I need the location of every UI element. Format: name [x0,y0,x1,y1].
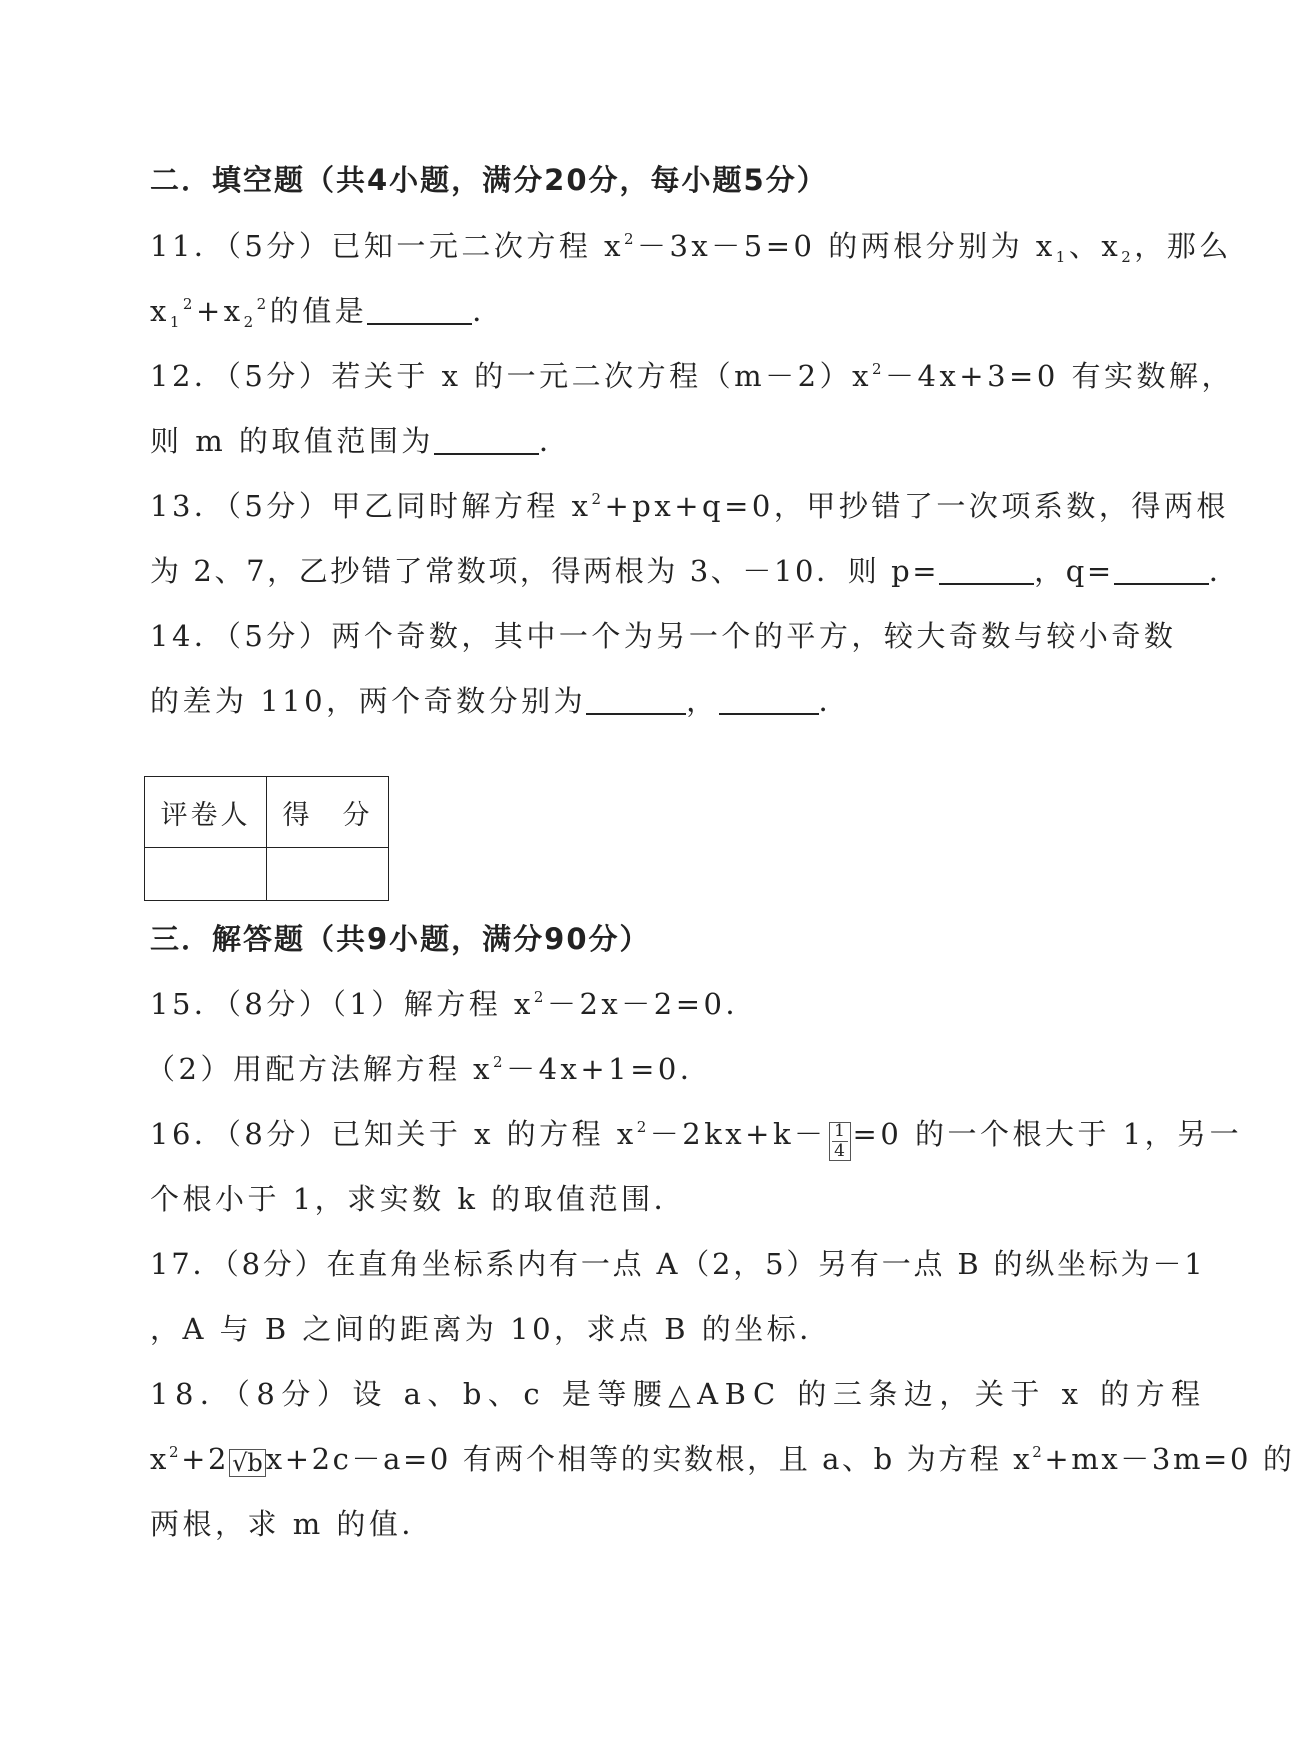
text: 为 2、7，乙抄错了常数项，得两根为 3、－10．则 p= [150,554,940,588]
text: 12．（5分）若关于 x 的一元二次方程（m－2）x [150,359,872,393]
section-heading-solve: 三．解答题（共9小题，满分90分） [150,922,651,956]
question-16-line-2: 个根小于 1，求实数 k 的取值范围． [150,1182,687,1216]
question-12-line-1 [150,356,1234,396]
score-label: 得 分 [267,777,389,848]
text: x+2c－a=0 有两个相等的实数根，且 a、b 为方程 x [265,1442,1033,1476]
reviewer-label: 评卷人 [145,777,267,848]
question-18-line-3: 两根，求 m 的值． [150,1507,434,1541]
question-13-line-2 [150,551,1240,591]
text: x [150,1442,169,1476]
superscript: 2 [493,1053,507,1071]
superscript: 2 [591,490,605,508]
text: ， [686,684,719,718]
text: 、x [1068,229,1122,263]
superscript: 2 [168,1443,182,1461]
text: ． [1208,554,1241,588]
square-root-b: √b [229,1449,266,1477]
text: －3x－5=0 的两根分别为 x [636,229,1056,263]
score-cell[interactable] [267,848,389,901]
text: +mx－3m=0 的 [1044,1442,1294,1476]
answer-blank-p[interactable] [939,555,1034,585]
question-15-line-1 [150,984,758,1024]
superscript: 2 [871,360,885,378]
question-14-line-1: 14．（5分）两个奇数，其中一个为另一个的平方，较大奇数与较小奇数 [150,619,1177,653]
question-18-line-2 [150,1439,1294,1479]
superscript: 2 [623,230,637,248]
fraction-numerator: 1 [834,1121,845,1141]
question-17-line-2: ，A 与 B 之间的距离为 10，求点 B 的坐标． [150,1312,832,1346]
text: +px+q=0，甲抄错了一次项系数，得两根 [604,489,1229,523]
text: ，q= [1034,554,1114,588]
text: ，那么 [1134,229,1232,263]
text: =0 的一个根大于 1，另一 [852,1117,1243,1151]
text: +2 [181,1442,230,1476]
question-16-line-1 [150,1114,1242,1161]
text: 11．（5分）已知一元二次方程 x [150,229,624,263]
question-14-line-2 [150,681,851,721]
answer-blank[interactable] [434,425,539,455]
text: －4x+3=0 有实数解， [885,359,1235,393]
subscript: 2 [1121,248,1135,266]
fraction-one-quarter [829,1122,851,1161]
question-15-line-2 [146,1049,712,1089]
score-table [144,776,389,901]
section-heading-fill-in: 二．填空题（共4小题，满分20分，每小题5分） [150,163,828,197]
question-17-line-1: 17．（8分）在直角坐标系内有一点 A（2，5）另有一点 B 的纵坐标为－1 [150,1247,1206,1281]
text: ． [818,684,852,718]
question-13-line-1 [150,486,1229,526]
question-11-line-2 [150,291,505,331]
text: 则 m 的取值范围为 [150,424,434,458]
superscript: 2 [533,988,547,1006]
superscript: 2 [182,295,196,313]
superscript: 2 [256,295,270,313]
answer-blank-q[interactable] [1114,555,1209,585]
text: +x [195,294,244,328]
text: 13．（5分）甲乙同时解方程 x [150,489,592,523]
superscript: 2 [636,1118,650,1136]
reviewer-cell[interactable] [145,848,267,901]
text: ． [538,424,572,458]
answer-blank-1[interactable] [586,685,686,715]
text: 的差为 110，两个奇数分别为 [150,684,587,718]
text: （2）用配方法解方程 x [146,1052,494,1086]
fraction-denominator: 4 [834,1141,845,1161]
text: 15．（8分）（1）解方程 x [150,987,534,1021]
subscript: 1 [169,313,183,331]
subscript: 2 [243,313,257,331]
text: ． [472,294,505,328]
answer-blank[interactable] [367,295,472,325]
text: －4x+1=0． [506,1052,713,1086]
text: x [150,294,170,328]
text: 的值是 [269,294,368,328]
text: －2x－2=0． [546,987,758,1021]
question-18-line-1: 18．（8分）设 a、b、c 是等腰△ABC 的三条边，关于 x 的方程 [150,1377,1207,1411]
answer-blank-2[interactable] [719,685,819,715]
text: 16．（8分）已知关于 x 的方程 x [150,1117,637,1151]
text: －2kx+k－ [649,1117,827,1151]
question-12-line-2 [150,421,571,461]
question-11-line-1 [150,226,1232,266]
subscript: 1 [1055,248,1069,266]
superscript: 2 [1032,1443,1045,1461]
